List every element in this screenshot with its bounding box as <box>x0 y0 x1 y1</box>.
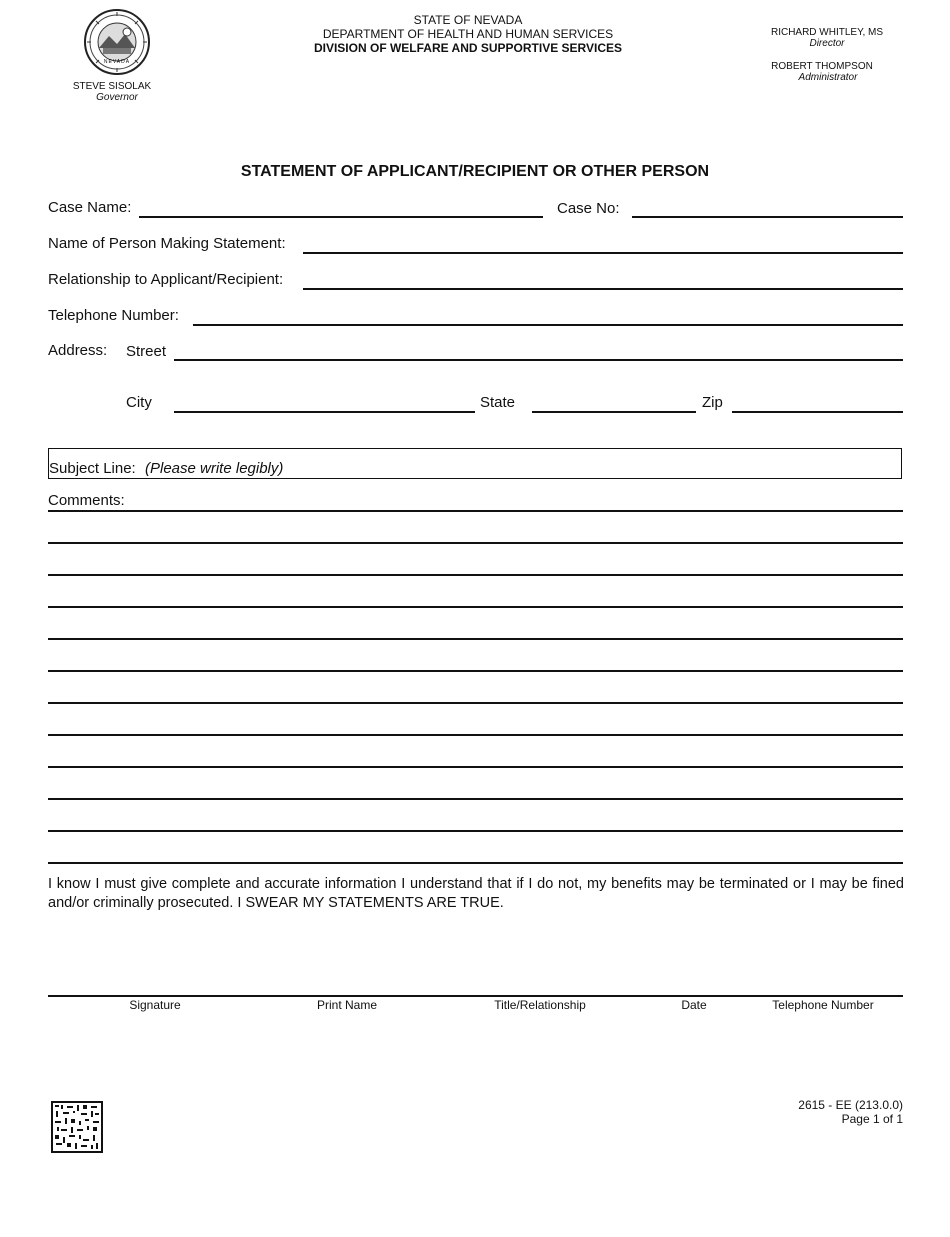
state-seal-icon <box>83 8 151 76</box>
case-no-field[interactable] <box>632 216 903 218</box>
city-label: City <box>126 394 152 411</box>
date-caption: Date <box>681 998 707 1012</box>
administrator-title: Administrator <box>798 72 858 83</box>
comment-line[interactable] <box>48 542 903 544</box>
relationship-field[interactable] <box>303 288 903 290</box>
state-label: State <box>480 394 516 411</box>
telephone-caption: Telephone Number <box>772 998 874 1012</box>
subject-label: Subject Line: <box>49 460 136 477</box>
comment-line[interactable] <box>48 638 903 640</box>
comment-line[interactable] <box>48 670 903 672</box>
director-name: RICHARD WHITLEY, MS <box>770 27 884 38</box>
director-title: Director <box>809 38 845 49</box>
case-name-field[interactable] <box>139 216 543 218</box>
telephone-label: Telephone Number: <box>48 307 179 324</box>
comment-line[interactable] <box>48 606 903 608</box>
person-label: Name of Person Making Statement: <box>48 235 286 252</box>
form-number: 2615 - EE (213.0.0) <box>798 1098 903 1112</box>
comment-line[interactable] <box>48 702 903 704</box>
comment-line[interactable] <box>48 862 903 864</box>
comment-line[interactable] <box>48 830 903 832</box>
attestation-text: I know I must give complete and accurate information I understand that if I do not, my benefits may be terminated or I may be fined and/or criminally prosecuted. I SWEAR MY STATEMENTS ARE TRUE. <box>48 876 904 911</box>
person-field[interactable] <box>303 252 903 254</box>
title-relationship-caption: Title/Relationship <box>494 998 586 1012</box>
print-name-caption: Print Name <box>316 998 378 1012</box>
department-name: DEPARTMENT OF HEALTH AND HUMAN SERVICES <box>322 27 614 41</box>
seal-text: NEVADA <box>103 59 131 65</box>
comment-line[interactable] <box>48 766 903 768</box>
comment-line[interactable] <box>48 798 903 800</box>
subject-line-box[interactable] <box>48 448 902 479</box>
comment-line[interactable] <box>48 574 903 576</box>
administrator-name: ROBERT THOMPSON <box>771 61 873 72</box>
comments-label: Comments: <box>48 492 125 509</box>
signature-line[interactable] <box>48 995 903 997</box>
barcode-icon <box>51 1101 103 1153</box>
page-number: Page 1 of 1 <box>841 1112 903 1126</box>
comment-line[interactable] <box>48 734 903 736</box>
signature-caption: Signature <box>129 998 181 1012</box>
relationship-label: Relationship to Applicant/Recipient: <box>48 271 284 288</box>
comment-line[interactable] <box>48 510 903 512</box>
zip-label: Zip <box>702 394 723 411</box>
case-name-label: Case Name: <box>48 199 132 216</box>
telephone-field[interactable] <box>193 324 903 326</box>
city-field[interactable] <box>174 411 475 413</box>
street-label: Street <box>126 343 167 360</box>
state-name: STATE OF NEVADA <box>413 13 523 27</box>
subject-hint: (Please write legibly) <box>145 460 284 477</box>
address-label: Address: <box>48 342 108 359</box>
governor-title: Governor <box>96 92 138 103</box>
division-name: DIVISION OF WELFARE AND SUPPORTIVE SERVICES <box>313 41 623 55</box>
governor-name: STEVE SISOLAK <box>72 81 152 92</box>
form-title: STATEMENT OF APPLICANT/RECIPIENT OR OTHER PERSON <box>240 163 710 180</box>
state-field[interactable] <box>532 411 696 413</box>
street-field[interactable] <box>174 359 903 361</box>
zip-field[interactable] <box>732 411 903 413</box>
case-no-label: Case No: <box>557 200 620 217</box>
